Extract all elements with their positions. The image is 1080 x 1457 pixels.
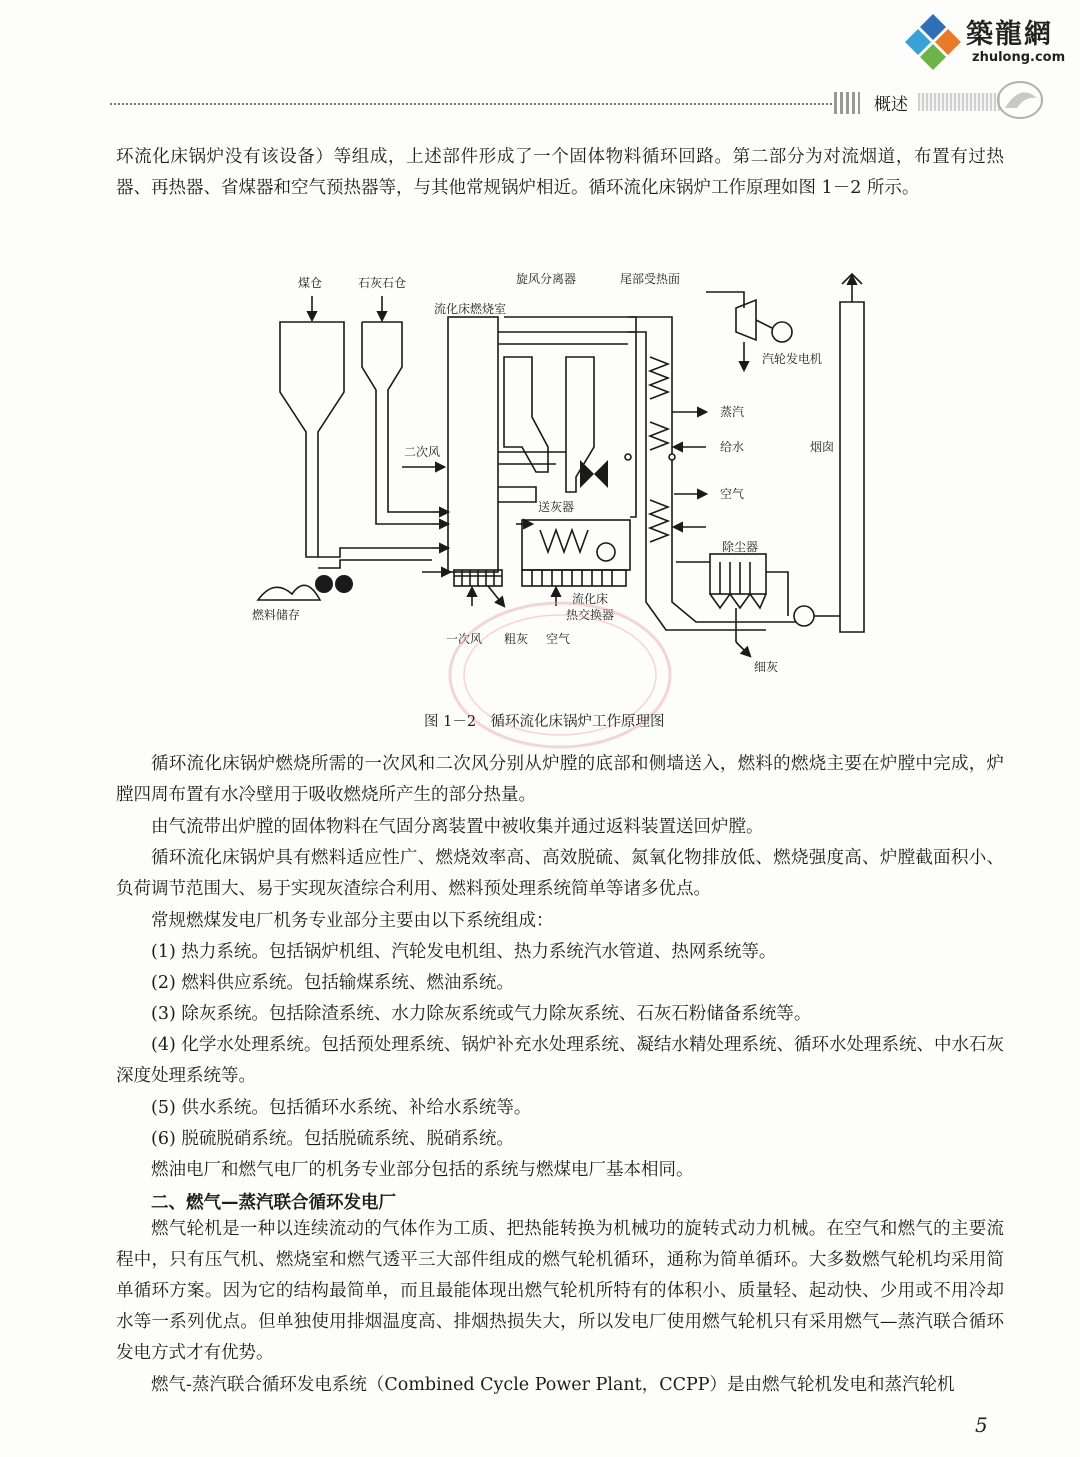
label-fine-ash: 细灰 bbox=[754, 660, 779, 674]
label-feedwater: 给水 bbox=[720, 440, 745, 454]
fan-shape bbox=[794, 606, 814, 626]
label-fb-heat-exchanger-1: 流化床 bbox=[572, 592, 609, 606]
label-fb-heat-exchanger-2: 热交换器 bbox=[566, 608, 615, 622]
turbine-shape bbox=[736, 300, 756, 340]
boiler-diagram bbox=[236, 262, 876, 686]
label-steam: 蒸汽 bbox=[720, 405, 745, 419]
fb-heat-exchanger-shape bbox=[522, 520, 630, 570]
list-item-2: (2) 燃料供应系统。包括输煤系统、燃油系统。 bbox=[151, 973, 514, 993]
list-item-3: (3) 除灰系统。包括除渣系统、水力除灰系统或气力除灰系统、石灰石粉储备系统等。 bbox=[151, 1004, 812, 1024]
label-fuel-storage: 燃料储存 bbox=[252, 608, 301, 622]
label-furnace: 流化床燃烧室 bbox=[434, 302, 507, 316]
paragraph-3: 由气流带出炉膛的固体物料在气固分离装置中被收集并通过返料装置送回炉膛。 bbox=[151, 817, 764, 837]
label-turbine-generator: 汽轮发电机 bbox=[762, 352, 823, 366]
page-number: 5 bbox=[975, 1413, 988, 1437]
cyclone-shape bbox=[504, 357, 548, 472]
crusher-rollers-icon bbox=[315, 575, 353, 593]
logo-english-text: zhulong.com bbox=[972, 50, 1066, 65]
paragraph-2: 循环流化床锅炉燃烧所需的一次风和二次风分别从炉膛的底部和侧墙送入，燃料的燃烧主要在炉膛中完成，炉膛四周布置有水冷壁用于吸收燃烧所产生的部分热量。 bbox=[116, 754, 1004, 805]
paragraph-8: 燃气-蒸汽联合循环发电系统（Combined Cycle Power Plant，CCPP）是由燃气轮机发电和蒸汽轮机 bbox=[151, 1375, 955, 1395]
label-coal-bin: 煤仓 bbox=[298, 276, 323, 290]
label-air-right: 空气 bbox=[720, 487, 745, 501]
paragraph-1: 环流化床锅炉没有该设备）等组成，上述部件形成了一个固体物料循环回路。第二部分为对流烟道，布置有过热器、再热器、省煤器和空气预热器等，与其他常规锅炉相近。循环流化床锅炉工作原理如图 1－2 所示。 bbox=[116, 147, 1004, 198]
label-tail-surface: 尾部受热面 bbox=[620, 272, 681, 286]
paragraph-6: 燃油电厂和燃气电厂的机务专业部分包括的系统与燃煤电厂基本相同。 bbox=[151, 1160, 694, 1180]
label-chimney: 烟囱 bbox=[810, 440, 835, 454]
logo-emblem-icon bbox=[902, 10, 964, 72]
section-heading: 二、燃气—蒸汽联合循环发电厂 bbox=[151, 1193, 396, 1213]
header-emblem-icon bbox=[995, 78, 1045, 122]
label-secondary-air: 二次风 bbox=[404, 445, 441, 459]
label-ash-feeder: 送灰器 bbox=[538, 500, 575, 514]
header-section-title: 概述 bbox=[874, 95, 908, 115]
limestone-bin-shape bbox=[362, 322, 432, 512]
label-limestone-bin: 石灰石仓 bbox=[358, 276, 407, 290]
figure-caption: 图 1－2 循环流化床锅炉工作原理图 bbox=[424, 714, 665, 730]
list-item-4: (4) 化学水处理系统。包括预处理系统、锅炉补充水处理系统、凝结水精处理系统、循环水处理系统、中水石灰深度处理系统等。 bbox=[116, 1035, 1004, 1086]
dust-collector-shape bbox=[710, 554, 766, 594]
list-item-5: (5) 供水系统。包括循环水系统、补给水系统等。 bbox=[151, 1098, 532, 1118]
zhulong-logo[interactable] bbox=[902, 10, 1072, 80]
list-item-1: (1) 热力系统。包括锅炉机组、汽轮发电机组、热力系统汽水管道、热网系统等。 bbox=[151, 942, 777, 962]
header-gradient-strip bbox=[918, 93, 1000, 111]
header-bar-decoration bbox=[834, 92, 860, 114]
label-air-bottom: 空气 bbox=[546, 632, 571, 646]
list-item-6: (6) 脱硫脱硝系统。包括脱硫系统、脱硝系统。 bbox=[151, 1129, 514, 1149]
paragraph-7: 燃气轮机是一种以连续流动的气体作为工质、把热能转换为机械功的旋转式动力机械。在空气和燃气的主要流程中，只有压气机、燃烧室和燃气透平三大部件组成的燃气轮机循环，通称为简单循环。大多数燃气轮机均采用简单循环方案。因为它的结构最简单，而且最能体现出燃气轮机所特有的体积小、质量轻、起动快、少用或不用冷却水等一系列优点。但单独使用排烟温度高、排烟热损失大，所以发电厂使用燃气轮机只有采用燃气—蒸汽联合循环发电方式才有优势。 bbox=[116, 1219, 1004, 1363]
label-cyclone: 旋风分离器 bbox=[516, 272, 577, 286]
logo-chinese-text: 築龍網 bbox=[966, 19, 1053, 50]
furnace-shape bbox=[448, 317, 498, 572]
header-dotted-rule bbox=[110, 103, 832, 105]
paragraph-5: 常规燃煤发电厂机务专业部分主要由以下系统组成： bbox=[151, 911, 554, 931]
generator-shape bbox=[772, 322, 792, 342]
coal-bin-shape bbox=[280, 322, 344, 557]
label-coarse-ash: 粗灰 bbox=[504, 632, 529, 646]
chimney-shape bbox=[840, 302, 864, 632]
boiler-diagram-svg bbox=[236, 262, 876, 686]
label-primary-air: 一次风 bbox=[446, 632, 483, 646]
paragraph-4: 循环流化床锅炉具有燃料适应性广、燃烧效率高、高效脱硫、氮氧化物排放低、燃烧强度高、炉膛截面积小、负荷调节范围大、易于实现灰渣综合利用、燃料预处理系统简单等诸多优点。 bbox=[116, 848, 1004, 899]
label-dust-collector: 除尘器 bbox=[722, 540, 759, 554]
